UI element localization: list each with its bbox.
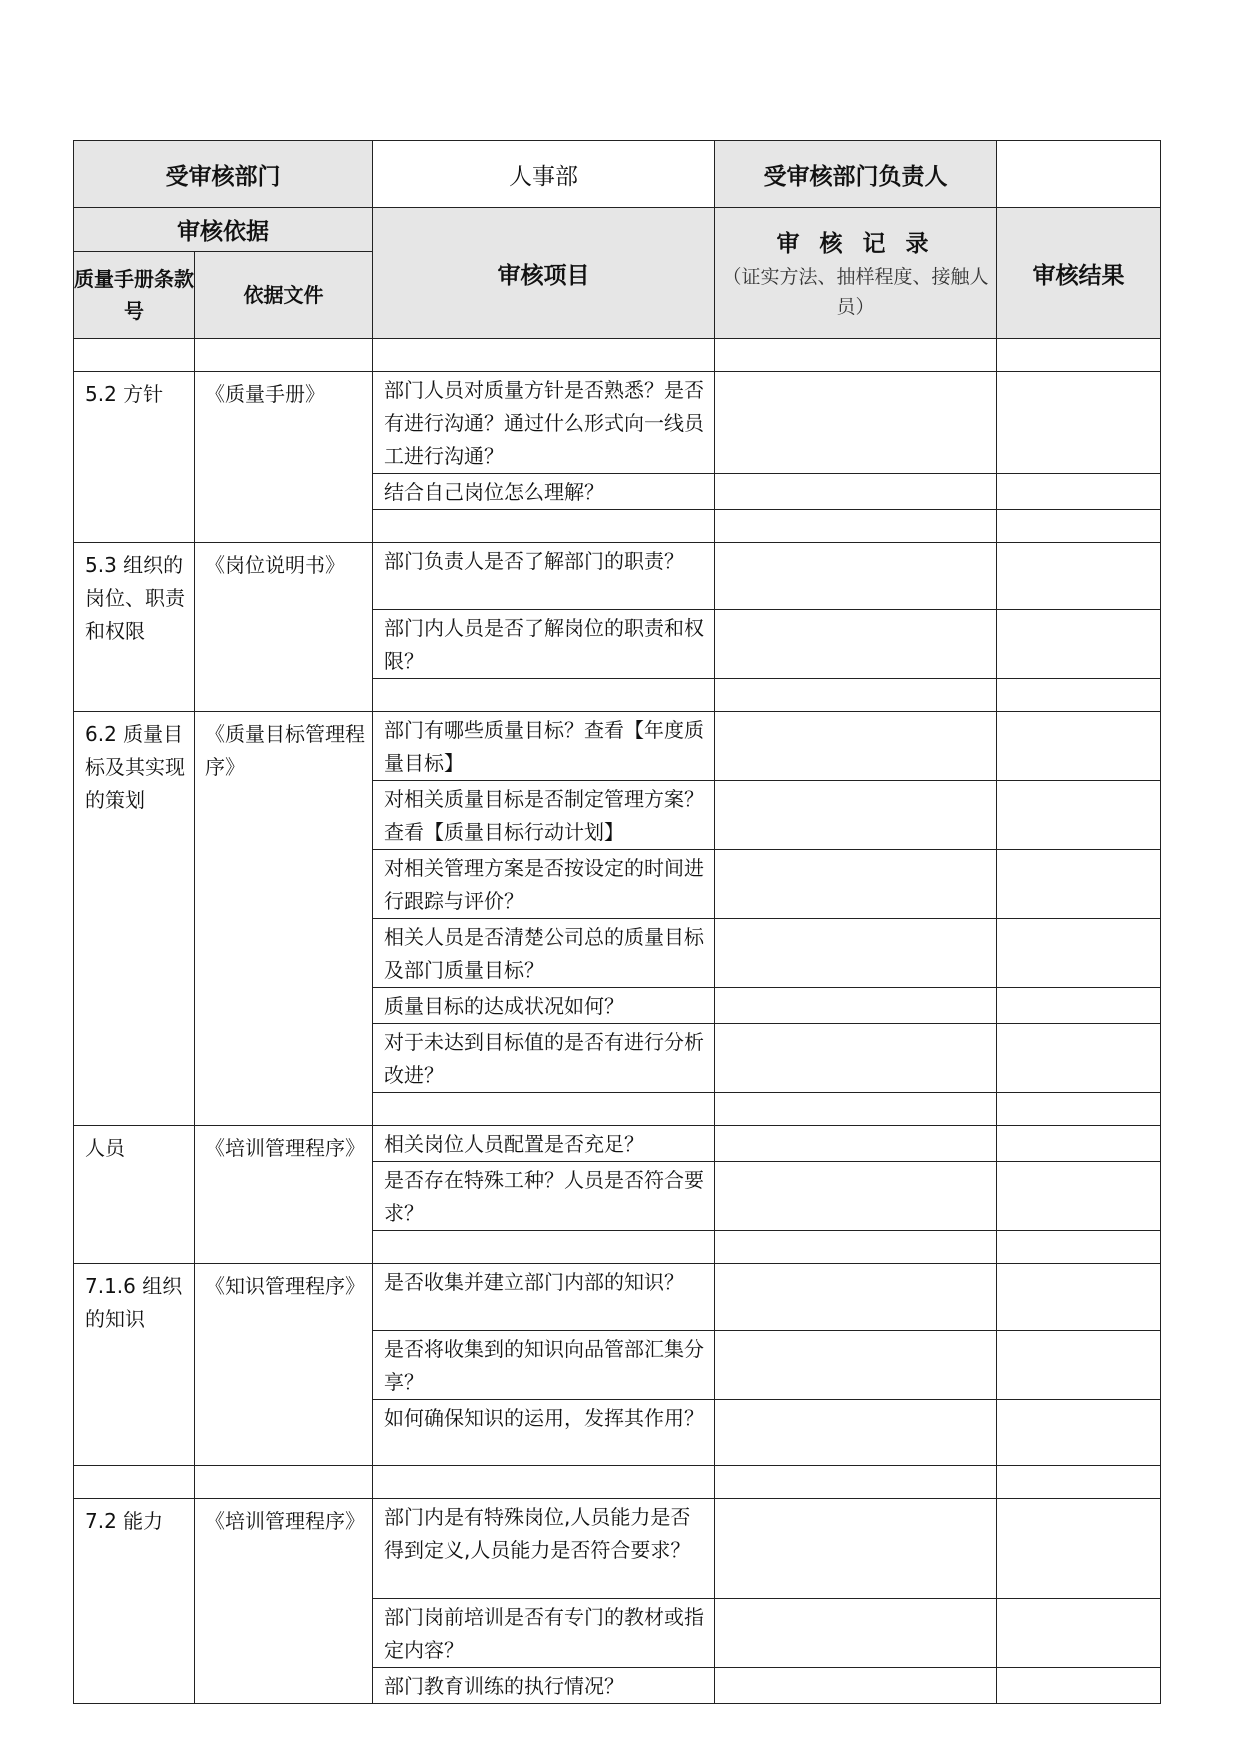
record-cell[interactable] [715, 1331, 997, 1400]
result-cell[interactable] [997, 712, 1161, 781]
doc-cell: 《质量目标管理程序》 [195, 712, 373, 1126]
question-cell: 是否将收集到的知识向品管部汇集分享？ [373, 1331, 715, 1400]
clause-cell: 7.1.6 组织的知识 [74, 1264, 195, 1466]
record-cell[interactable] [715, 712, 997, 781]
record-cell[interactable] [715, 1264, 997, 1331]
clause-cell: 5.3 组织的岗位、职责和权限 [74, 543, 195, 712]
clause-cell: 人员 [74, 1126, 195, 1264]
question-cell: 是否收集并建立部门内部的知识？ [373, 1264, 715, 1331]
doc-col-label: 依据文件 [195, 252, 373, 339]
clause-cell: 6.2 质量目标及其实现的策划 [74, 712, 195, 1126]
record-cell[interactable] [715, 988, 997, 1024]
result-cell[interactable] [997, 1499, 1161, 1599]
result-cell[interactable] [997, 1331, 1161, 1400]
result-cell[interactable] [997, 1126, 1161, 1162]
audited-dept-value: 人事部 [373, 141, 715, 208]
record-cell[interactable] [715, 543, 997, 610]
question-cell: 质量目标的达成状况如何？ [373, 988, 715, 1024]
doc-cell: 《知识管理程序》 [195, 1264, 373, 1466]
result-cell[interactable] [997, 1599, 1161, 1668]
record-cell[interactable] [715, 1599, 997, 1668]
question-row [74, 1126, 1161, 1162]
question-cell: 是否存在特殊工种？人员是否符合要求？ [373, 1162, 715, 1231]
question-cell: 部门有哪些质量目标？查看【年度质量目标】 [373, 712, 715, 781]
record-cell[interactable] [715, 850, 997, 919]
result-cell[interactable] [997, 372, 1161, 474]
record-col-label: 审 核 记 录 [776, 230, 935, 257]
doc-cell: 《岗位说明书》 [195, 543, 373, 712]
item-col-label: 审核项目 [373, 208, 715, 339]
record-cell[interactable] [715, 781, 997, 850]
question-cell: 部门教育训练的执行情况？ [373, 1668, 715, 1704]
record-cell[interactable] [715, 610, 997, 679]
record-cell[interactable] [715, 1162, 997, 1231]
dept-head-label: 受审核部门负责人 [715, 141, 997, 208]
question-cell: 部门内是有特殊岗位,人员能力是否得到定义,人员能力是否符合要求？ [373, 1499, 715, 1599]
question-cell: 相关岗位人员配置是否充足？ [373, 1126, 715, 1162]
question-cell: 相关人员是否清楚公司总的质量目标及部门质量目标？ [373, 919, 715, 988]
question-cell: 部门负责人是否了解部门的职责？ [373, 543, 715, 610]
clause-cell: 7.2 能力 [74, 1499, 195, 1704]
record-cell[interactable] [715, 372, 997, 474]
question-cell: 部门人员对质量方针是否熟悉？是否有进行沟通？通过什么形式向一线员工进行沟通？ [373, 372, 715, 474]
record-col-note: （证实方法、抽样程度、接触人员） [722, 265, 989, 318]
question-row [74, 543, 1161, 610]
result-cell[interactable] [997, 610, 1161, 679]
result-cell[interactable] [997, 988, 1161, 1024]
result-col-label: 审核结果 [997, 208, 1161, 339]
question-row [74, 1499, 1161, 1599]
audit-checklist-table [73, 140, 1161, 1704]
record-cell[interactable] [715, 1499, 997, 1599]
question-cell: 部门内人员是否了解岗位的职责和权限？ [373, 610, 715, 679]
question-cell: 结合自己岗位怎么理解？ [373, 474, 715, 510]
result-cell[interactable] [997, 1400, 1161, 1466]
result-cell[interactable] [997, 919, 1161, 988]
clause-cell: 5.2 方针 [74, 372, 195, 543]
record-col-header [715, 208, 997, 339]
dept-head-value [997, 141, 1161, 208]
question-cell: 如何确保知识的运用，发挥其作用？ [373, 1400, 715, 1466]
result-cell[interactable] [997, 1024, 1161, 1093]
result-cell[interactable] [997, 1668, 1161, 1704]
result-cell[interactable] [997, 1264, 1161, 1331]
audited-dept-label: 受审核部门 [74, 141, 373, 208]
result-cell[interactable] [997, 543, 1161, 610]
result-cell[interactable] [997, 1162, 1161, 1231]
spacer-row [74, 339, 1161, 372]
doc-cell: 《培训管理程序》 [195, 1499, 373, 1704]
result-cell[interactable] [997, 474, 1161, 510]
spacer-row [74, 1466, 1161, 1499]
record-cell[interactable] [715, 1668, 997, 1704]
record-cell[interactable] [715, 919, 997, 988]
record-cell[interactable] [715, 1400, 997, 1466]
question-row [74, 1264, 1161, 1331]
record-cell[interactable] [715, 474, 997, 510]
question-cell: 部门岗前培训是否有专门的教材或指定内容？ [373, 1599, 715, 1668]
result-cell[interactable] [997, 781, 1161, 850]
result-cell[interactable] [997, 850, 1161, 919]
basis-label: 审核依据 [74, 208, 373, 252]
question-cell: 对相关管理方案是否按设定的时间进行跟踪与评价？ [373, 850, 715, 919]
doc-cell: 《培训管理程序》 [195, 1126, 373, 1264]
clause-col-label: 质量手册条款号 [74, 252, 195, 339]
question-cell: 对于未达到目标值的是否有进行分析改进？ [373, 1024, 715, 1093]
doc-cell: 《质量手册》 [195, 372, 373, 543]
record-cell[interactable] [715, 1024, 997, 1093]
question-cell: 对相关质量目标是否制定管理方案？查看【质量目标行动计划】 [373, 781, 715, 850]
question-row [74, 372, 1161, 474]
question-row [74, 712, 1161, 781]
record-cell[interactable] [715, 1126, 997, 1162]
